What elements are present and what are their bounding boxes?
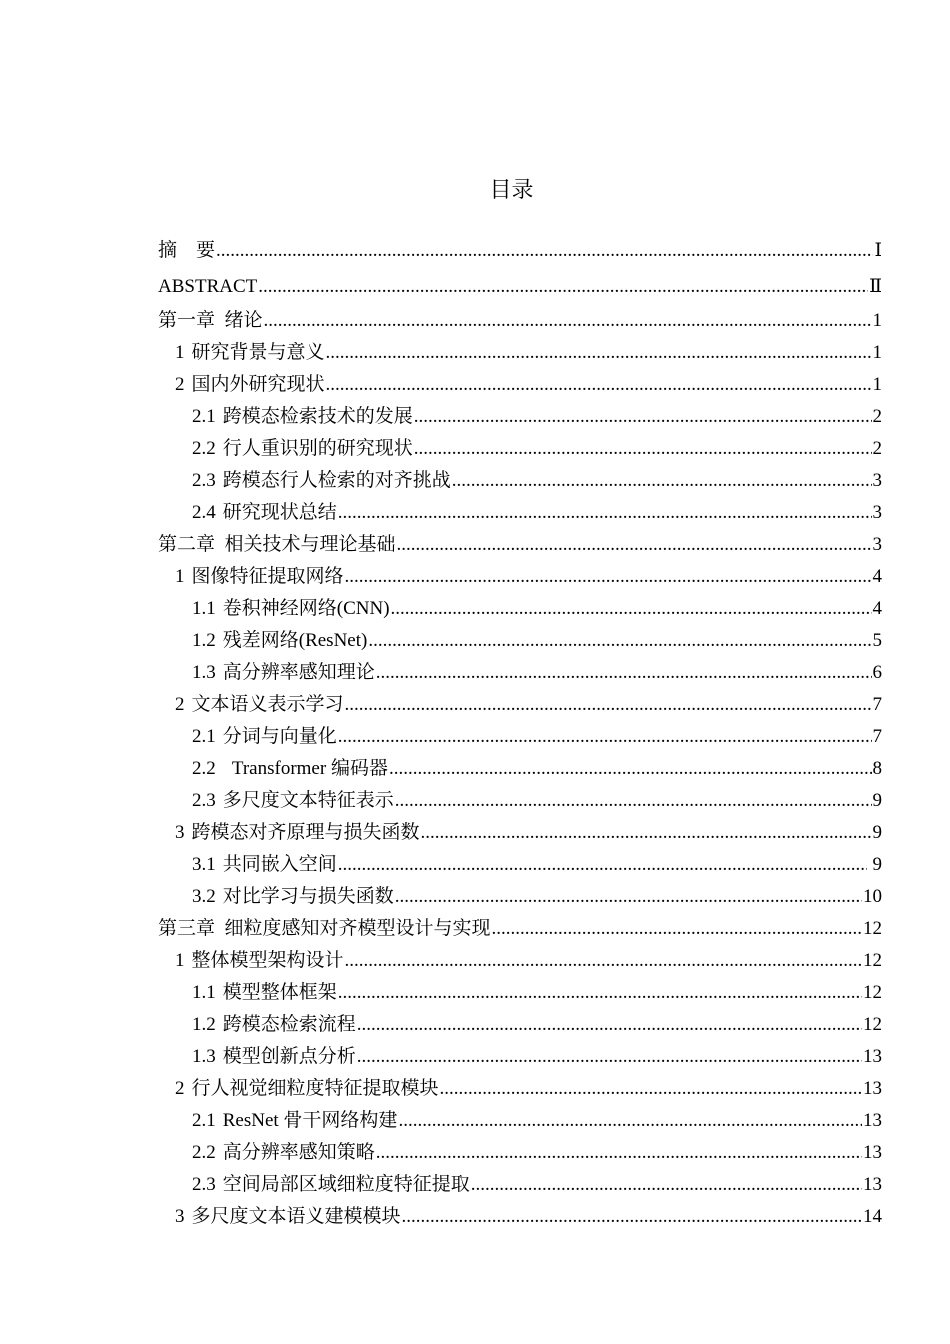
toc-entry-number: 2.2 xyxy=(192,758,216,779)
toc-entry-page-number: 1 xyxy=(872,310,882,331)
toc-dot-leader xyxy=(397,529,872,561)
toc-entry-text: 多尺度文本特征表示 xyxy=(222,790,394,811)
toc-entry-number: 2.1 xyxy=(192,406,216,427)
toc-entry-number: 1 xyxy=(175,342,185,363)
toc-entry-text: ABSTRACT xyxy=(158,276,258,297)
toc-entry-number: 1.3 xyxy=(192,662,216,683)
toc-entry-number: 2.4 xyxy=(192,502,216,523)
toc-dot-leader xyxy=(338,721,872,753)
toc-entry-page-number: Ⅰ xyxy=(874,240,882,261)
toc-entry-page-number: 7 xyxy=(872,694,882,715)
toc-entry[interactable] xyxy=(158,785,882,817)
toc-entry[interactable] xyxy=(158,529,882,561)
toc-entry-number: 1.3 xyxy=(192,1046,216,1067)
toc-entry[interactable] xyxy=(158,1169,882,1201)
toc-entry-page-number: 12 xyxy=(863,982,882,1003)
toc-entry-number: 2.3 xyxy=(192,470,216,491)
toc-entry-page-number: 8 xyxy=(872,758,882,779)
toc-entry-page-number: 5 xyxy=(872,630,882,651)
toc-entry-page-number: 9 xyxy=(872,822,882,843)
toc-entry-page-number: 10 xyxy=(863,886,882,907)
toc-entry-text: 高分辨率感知策略 xyxy=(222,1142,375,1163)
toc-dot-leader xyxy=(414,433,872,465)
toc-title: 目录 xyxy=(489,178,534,203)
toc-entry-number: 2.2 xyxy=(192,1142,216,1163)
toc-entry-number: 1.1 xyxy=(192,982,216,1003)
toc-dot-leader xyxy=(395,785,872,817)
toc-entry[interactable] xyxy=(158,625,882,657)
toc-entry-page-number: 1 xyxy=(872,342,882,363)
toc-entry[interactable] xyxy=(158,753,882,785)
toc-entry-page-number: 6 xyxy=(872,662,882,683)
toc-dot-leader xyxy=(345,945,862,977)
toc-entry-page-number: 13 xyxy=(863,1078,882,1099)
toc-entry-page-number: 3 xyxy=(872,534,882,555)
toc-entry[interactable] xyxy=(158,1105,882,1137)
toc-entry[interactable] xyxy=(158,977,882,1009)
toc-entry[interactable] xyxy=(158,369,882,401)
toc-entry-page-number: 1 xyxy=(872,374,882,395)
toc-entry-number: 2.1 xyxy=(192,726,216,747)
toc-entry[interactable] xyxy=(158,945,882,977)
toc-entry-page-number: 2 xyxy=(872,406,882,427)
toc-entry-number: 2.3 xyxy=(192,790,216,811)
toc-entry[interactable] xyxy=(158,593,882,625)
toc-entry-number: 2.1 xyxy=(192,1110,216,1131)
toc-dot-leader xyxy=(452,465,872,497)
toc-entry[interactable] xyxy=(158,465,882,497)
toc-entry[interactable] xyxy=(158,269,882,305)
toc-entry-page-number: 14 xyxy=(863,1206,882,1227)
toc-entry-text: 跨模态对齐原理与损失函数 xyxy=(191,822,420,843)
toc-entry-text: 行人重识别的研究现状 xyxy=(222,438,413,459)
toc-dot-leader xyxy=(421,817,872,849)
toc-entry-text: 模型整体框架 xyxy=(222,982,337,1003)
toc-entry-page-number: 12 xyxy=(863,1014,882,1035)
toc-dot-leader xyxy=(326,369,872,401)
toc-entry-text: 研究现状总结 xyxy=(222,502,337,523)
toc-entry-number: 1 xyxy=(175,950,185,971)
toc-entry-page-number: 3 xyxy=(872,470,882,491)
toc-entry[interactable] xyxy=(158,401,882,433)
toc-entry[interactable] xyxy=(158,305,882,337)
toc-dot-leader xyxy=(414,401,872,433)
toc-entry-page-number: 13 xyxy=(863,1110,882,1131)
toc-entry[interactable] xyxy=(158,497,882,529)
toc-entry-page-number: 12 xyxy=(863,918,882,939)
toc-dot-leader xyxy=(391,593,872,625)
toc-entry[interactable] xyxy=(158,657,882,689)
toc-dot-leader xyxy=(357,1009,862,1041)
toc-dot-leader xyxy=(357,1041,862,1073)
toc-dot-leader xyxy=(471,1169,862,1201)
toc-dot-leader xyxy=(492,913,862,945)
toc-entry-text: 国内外研究现状 xyxy=(191,374,325,395)
toc-entry-text: 模型创新点分析 xyxy=(222,1046,356,1067)
toc-entry-page-number: 9 xyxy=(867,854,882,875)
toc-dot-leader xyxy=(258,269,868,305)
toc-entry[interactable] xyxy=(158,689,882,721)
toc-entry[interactable] xyxy=(158,1137,882,1169)
toc-entry-number: 1.2 xyxy=(192,630,216,651)
toc-entry-text: 跨模态行人检索的对齐挑战 xyxy=(222,470,451,491)
toc-dot-leader xyxy=(216,233,873,269)
toc-entry-text: 图像特征提取网络 xyxy=(191,566,344,587)
toc-dot-leader xyxy=(376,1137,862,1169)
toc-entry-page-number: 4 xyxy=(872,598,882,619)
toc-entry-text: 跨模态检索技术的发展 xyxy=(222,406,413,427)
toc-entry-text: 第一章 绪论 xyxy=(158,310,263,331)
toc-dot-leader xyxy=(368,625,871,657)
toc-dot-leader xyxy=(402,1201,862,1233)
toc-dot-leader xyxy=(398,1105,862,1137)
toc-entry-page-number: Ⅱ xyxy=(869,276,882,297)
toc-entry-text: 行人视觉细粒度特征提取模块 xyxy=(191,1078,439,1099)
toc-entry[interactable] xyxy=(158,721,882,753)
toc-entry-text: ResNet 骨干网络构建 xyxy=(222,1110,398,1131)
toc-entry-text: 第二章 相关技术与理论基础 xyxy=(158,534,396,555)
toc-entry-page-number: 13 xyxy=(863,1046,882,1067)
toc-entry[interactable] xyxy=(158,849,882,881)
toc-entry[interactable] xyxy=(158,817,882,849)
toc-dot-leader xyxy=(326,337,872,369)
toc-entry[interactable] xyxy=(158,881,882,913)
toc-entry-text: 高分辨率感知理论 xyxy=(222,662,375,683)
toc-entry[interactable] xyxy=(158,1041,882,1073)
toc-entry-page-number: 7 xyxy=(872,726,882,747)
toc-entry-number: 2.3 xyxy=(192,1174,216,1195)
toc-entry-number: 3 xyxy=(175,1206,185,1227)
toc-entry-number: 3.2 xyxy=(192,886,216,907)
toc-entry[interactable] xyxy=(158,913,882,945)
toc-dot-leader xyxy=(338,977,862,1009)
toc-dot-leader xyxy=(395,881,862,913)
toc-entry-text: 整体模型架构设计 xyxy=(191,950,344,971)
toc-entry-page-number: 9 xyxy=(872,790,882,811)
toc-entry-text: 共同嵌入空间 xyxy=(222,854,337,875)
toc-entry-number: 1.2 xyxy=(192,1014,216,1035)
toc-entry-text: 卷积神经网络(CNN) xyxy=(222,598,390,619)
toc-entry[interactable] xyxy=(158,1073,882,1105)
toc-entry[interactable] xyxy=(158,433,882,465)
toc-entry-number: 1.1 xyxy=(192,598,216,619)
toc-entry-page-number: 13 xyxy=(863,1174,882,1195)
toc-dot-leader xyxy=(345,689,872,721)
toc-list xyxy=(158,233,882,1233)
toc-dot-leader xyxy=(376,657,872,689)
toc-entry-number: 2 xyxy=(175,1078,185,1099)
toc-entry-text: 文本语义表示学习 xyxy=(191,694,344,715)
toc-entry[interactable] xyxy=(158,233,882,269)
toc-entry-page-number: 2 xyxy=(872,438,882,459)
toc-entry-page-number: 13 xyxy=(863,1142,882,1163)
toc-entry[interactable] xyxy=(158,1009,882,1041)
toc-entry[interactable] xyxy=(158,1201,882,1233)
toc-entry-number: 2 xyxy=(175,374,185,395)
toc-dot-leader xyxy=(338,849,867,881)
toc-entry-text: 研究背景与意义 xyxy=(191,342,325,363)
toc-entry-text: Transformer 编码器 xyxy=(222,758,388,779)
toc-entry-text: 残差网络(ResNet) xyxy=(222,630,368,651)
toc-entry-number: 2.2 xyxy=(192,438,216,459)
toc-entry-number: 3.1 xyxy=(192,854,216,875)
toc-entry-text: 对比学习与损失函数 xyxy=(222,886,394,907)
toc-entry-text: 分词与向量化 xyxy=(222,726,337,747)
toc-entry-number: 3 xyxy=(175,822,185,843)
toc-dot-leader xyxy=(389,753,872,785)
toc-entry-text: 摘 要 xyxy=(158,240,216,261)
toc-dot-leader xyxy=(264,305,872,337)
toc-entry-text: 第三章 细粒度感知对齐模型设计与实现 xyxy=(158,918,491,939)
toc-entry-number: 2 xyxy=(175,694,185,715)
toc-dot-leader xyxy=(338,497,872,529)
toc-entry-page-number: 3 xyxy=(872,502,882,523)
toc-entry[interactable] xyxy=(158,337,882,369)
toc-entry-text: 跨模态检索流程 xyxy=(222,1014,356,1035)
toc-entry-text: 空间局部区域细粒度特征提取 xyxy=(222,1174,470,1195)
toc-entry-page-number: 12 xyxy=(863,950,882,971)
toc-entry-text: 多尺度文本语义建模模块 xyxy=(191,1206,401,1227)
toc-entry[interactable] xyxy=(158,561,882,593)
toc-entry-number: 1 xyxy=(175,566,185,587)
toc-entry-page-number: 4 xyxy=(872,566,882,587)
toc-dot-leader xyxy=(345,561,872,593)
toc-dot-leader xyxy=(440,1073,862,1105)
